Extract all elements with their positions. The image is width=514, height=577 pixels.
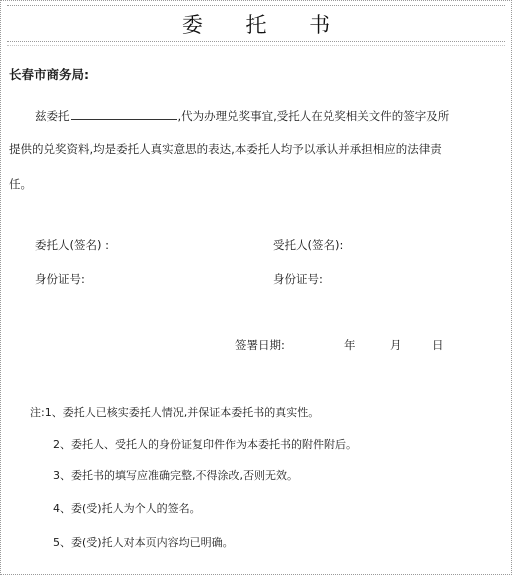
sign-date-day: 日	[432, 338, 444, 352]
agent-id-label: 身份证号:	[273, 272, 323, 286]
document-title: 委 托 书	[181, 13, 349, 37]
body-line-3: 任。	[9, 177, 32, 191]
sign-date-label: 签署日期:	[235, 338, 285, 352]
body-line-2: 提供的兑奖资料,均是委托人真实意思的表达,本委托人均予以承认并承担相应的法律责	[9, 142, 442, 156]
note-item-3: 3、委托书的填写应准确完整,不得涂改,否则无效。	[53, 469, 298, 482]
title-divider-secondary	[7, 45, 505, 46]
body-line-1-prefix: 兹委托	[35, 109, 70, 123]
note-item-2: 2、委托人、受托人的身份证复印件作为本委托书的附件附后。	[53, 438, 357, 451]
note-item-5: 5、委(受)托人对本页内容均已明确。	[53, 536, 234, 549]
note-item-4: 4、委(受)托人为个人的签名。	[53, 502, 201, 515]
body-line-1	[35, 108, 514, 124]
agent-name-blank[interactable]	[71, 109, 177, 120]
principal-id-label: 身份证号:	[35, 272, 85, 286]
agent-signature-label: 受托人(签名):	[273, 238, 344, 252]
principal-signature-label: 委托人(签名) :	[35, 238, 110, 252]
body-line-1-suffix: ,代为办理兑奖事宜,受托人在兑奖相关文件的签字及所	[177, 109, 450, 123]
sign-date-year: 年	[344, 338, 356, 352]
title-divider	[7, 41, 505, 42]
note-item-1: 注:1、委托人已核实委托人情况,并保证本委托书的真实性。	[30, 406, 320, 419]
top-border	[7, 1, 505, 6]
sign-date-month: 月	[390, 338, 402, 352]
addressee: 长春市商务局:	[9, 67, 89, 82]
